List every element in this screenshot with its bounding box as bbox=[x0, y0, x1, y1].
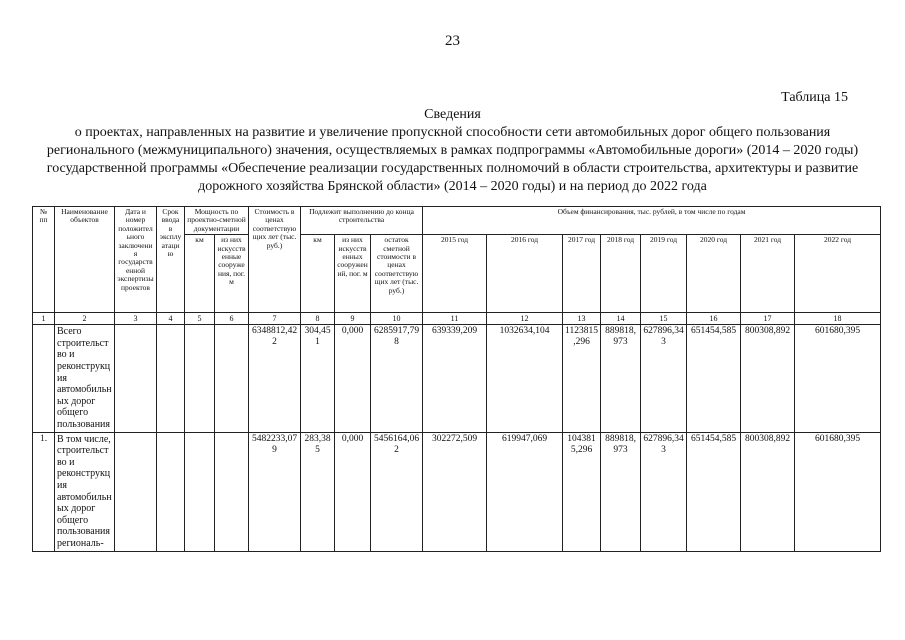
cell-year-2016: 619947,069 bbox=[487, 432, 563, 551]
cell-year-2021: 800308,892 bbox=[741, 325, 795, 432]
column-number: 1 bbox=[33, 313, 55, 325]
cell-year-2015: 302272,509 bbox=[423, 432, 487, 551]
header-funding-group: Объем финансирования, тыс. рублей, в том числе по годам bbox=[423, 207, 881, 235]
cell-year-2022: 601680,395 bbox=[795, 325, 881, 432]
cell-capacity-km bbox=[185, 325, 215, 432]
cell-year-2015: 639339,209 bbox=[423, 325, 487, 432]
column-number: 12 bbox=[487, 313, 563, 325]
header-rem-balance: остаток сметной стоимости в ценах соответствующих лет (тыс. руб.) bbox=[371, 235, 423, 313]
header-approval-date: Дата и номер положительного заключения государственной экспертизы проектов bbox=[115, 207, 157, 313]
column-number: 2 bbox=[55, 313, 115, 325]
column-number: 17 bbox=[741, 313, 795, 325]
cell-name: Всего строительство и реконструкция автомобильных дорог общего пользования bbox=[55, 325, 115, 432]
cell-year-2018: 889818,973 bbox=[601, 432, 641, 551]
column-number: 3 bbox=[115, 313, 157, 325]
header-year-2017: 2017 год bbox=[563, 235, 601, 313]
column-number: 4 bbox=[157, 313, 185, 325]
column-number: 11 bbox=[423, 313, 487, 325]
cell-name: В том числе, строительство и реконструкция автомобильных дорог общего пользования региональ- bbox=[55, 432, 115, 551]
column-number-row bbox=[33, 313, 881, 325]
cell-year-2016: 1032634,104 bbox=[487, 325, 563, 432]
cell-year-2017: 1043815,296 bbox=[563, 432, 601, 551]
cell-commissioning bbox=[157, 325, 185, 432]
column-number: 5 bbox=[185, 313, 215, 325]
cell-year-2020: 651454,585 bbox=[687, 325, 741, 432]
header-year-2021: 2021 год bbox=[741, 235, 795, 313]
header-year-2022: 2022 год bbox=[795, 235, 881, 313]
column-number: 9 bbox=[335, 313, 371, 325]
cell-rem-km: 304,451 bbox=[301, 325, 335, 432]
column-number: 10 bbox=[371, 313, 423, 325]
table-label: Таблица 15 bbox=[781, 90, 848, 105]
cell-year-2019: 627896,343 bbox=[641, 325, 687, 432]
table-row bbox=[33, 325, 881, 432]
cell-rem-km: 283,385 bbox=[301, 432, 335, 551]
data-table bbox=[32, 206, 881, 552]
cell-capacity-km bbox=[185, 432, 215, 551]
table-row bbox=[33, 432, 881, 551]
column-number: 8 bbox=[301, 313, 335, 325]
cell-rem-balance: 6285917,798 bbox=[371, 325, 423, 432]
header-rem-art: из них искусственных сооружений, пог. м bbox=[335, 235, 371, 313]
cell-approval-date bbox=[115, 325, 157, 432]
column-number: 18 bbox=[795, 313, 881, 325]
cell-cost: 5482233,079 bbox=[249, 432, 301, 551]
cell-num: 1. bbox=[33, 432, 55, 551]
cell-year-2022: 601680,395 bbox=[795, 432, 881, 551]
column-number: 14 bbox=[601, 313, 641, 325]
header-rem-km: км bbox=[301, 235, 335, 313]
header-remaining-group: Подлежит выполнению до конца строительства bbox=[301, 207, 423, 235]
heading-body: о проектах, направленных на развитие и увеличение пропускной способности сети автомобильных дорог общего пользования регионального (межмуниципального) значения, осуществляемых в рамках подпрограммы «Автомобильные дороги» (2014 – 2020 годы) государственной программы «Обеспечение реализации государственных полномочий в области строительства, архитектуры и развитие дорожного хозяйства Брянской области» (2014 – 2020 годы) и на период до 2022 года bbox=[46, 125, 859, 194]
column-number: 15 bbox=[641, 313, 687, 325]
header-capacity-km: км bbox=[185, 235, 215, 313]
header-capacity-art: из них искусственные сооружения, пог. м bbox=[215, 235, 249, 313]
column-number: 7 bbox=[249, 313, 301, 325]
cell-year-2019: 627896,343 bbox=[641, 432, 687, 551]
column-number: 6 bbox=[215, 313, 249, 325]
cell-year-2018: 889818,973 bbox=[601, 325, 641, 432]
cell-capacity-art bbox=[215, 325, 249, 432]
header-year-2016: 2016 год bbox=[487, 235, 563, 313]
cell-rem-art: 0,000 bbox=[335, 432, 371, 551]
cell-year-2021: 800308,892 bbox=[741, 432, 795, 551]
header-num: № пп bbox=[33, 207, 55, 313]
cell-rem-art: 0,000 bbox=[335, 325, 371, 432]
column-number: 13 bbox=[563, 313, 601, 325]
cell-approval-date bbox=[115, 432, 157, 551]
header-commissioning: Срок ввода в эксплуатацию bbox=[157, 207, 185, 313]
cell-year-2017: 1123815,296 bbox=[563, 325, 601, 432]
header-year-2018: 2018 год bbox=[601, 235, 641, 313]
cell-cost: 6348812,422 bbox=[249, 325, 301, 432]
cell-rem-balance: 5456164,062 bbox=[371, 432, 423, 551]
header-capacity-group: Мощность по проектно-сметной документации bbox=[185, 207, 249, 235]
document-heading bbox=[40, 106, 865, 196]
header-year-2015: 2015 год bbox=[423, 235, 487, 313]
page-number: 23 bbox=[445, 33, 460, 49]
header-year-2020: 2020 год bbox=[687, 235, 741, 313]
column-number: 16 bbox=[687, 313, 741, 325]
header-name: Наименование объектов bbox=[55, 207, 115, 313]
cell-capacity-art bbox=[215, 432, 249, 551]
cell-year-2020: 651454,585 bbox=[687, 432, 741, 551]
header-cost: Стоимость в ценах соответствующих лет (тыс. руб.) bbox=[249, 207, 301, 313]
cell-num bbox=[33, 325, 55, 432]
heading-title: Сведения bbox=[424, 107, 481, 122]
cell-commissioning bbox=[157, 432, 185, 551]
header-year-2019: 2019 год bbox=[641, 235, 687, 313]
